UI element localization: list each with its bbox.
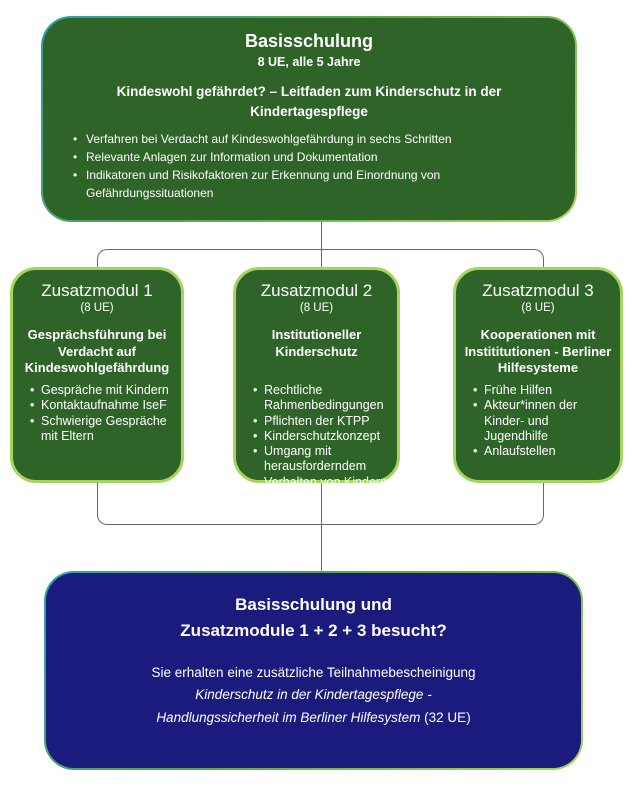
zusatzmodul-3-box <box>453 267 623 483</box>
bullet-item: • Pflichten der KTPP <box>253 414 393 429</box>
basisschulung-box <box>41 16 577 222</box>
basisschulung-heading: Kindeswohl gefährdet? – Leitfaden zum Kinderschutz in der Kindertagespflege <box>116 84 502 119</box>
basisschulung-subtitle: 8 UE, alle 5 Jahre <box>257 55 361 69</box>
bullet-item: • Schwierige Gespräche mit Eltern <box>30 414 177 445</box>
certificate-title-line1: Basisschulung und <box>235 595 392 614</box>
certificate-title-line2: Zusatzmodule 1 + 2 + 3 besucht? <box>180 621 447 641</box>
zusatzmodul-2-ue: (8 UE) <box>299 302 334 314</box>
certificate-ue-suffix: (32 UE) <box>420 710 471 726</box>
certificate-box <box>44 571 583 770</box>
zusatzmodul-1-ue: (8 UE) <box>80 302 114 314</box>
bullet-item: • Relevante Anlagen zur Information und Dokumentation <box>73 148 559 166</box>
bullet-item: • Indikatoren und Risikofaktoren zur Erkennung und Einordnung von Gefährdungssituationen <box>73 166 559 202</box>
bullet-item: • Kontaktaufnahme IseF <box>30 398 177 413</box>
certificate-box-inner <box>46 573 581 768</box>
bullet-item: • Gespräche mit Kindern <box>30 383 177 398</box>
zusatzmodul-1-box <box>10 267 184 483</box>
basisschulung-bullet-list <box>43 130 575 202</box>
basisschulung-box-inner <box>43 18 575 220</box>
bullet-item: • Verfahren bei Verdacht auf Kindeswohlgefährdung in sechs Schritten <box>73 130 559 148</box>
zusatzmodul-2-heading: Institutioneller Kinderschutz <box>271 327 362 359</box>
certificate-body <box>46 662 581 730</box>
zusatzmodul-2-title: Zusatzmodul 2 <box>260 281 373 300</box>
bullet-item: • Umgang mit herausforderndem Verhalten von Kindern <box>253 444 393 490</box>
zusatzmodul-3-heading: Kooperationen mit Instititutionen - Berliner Hilfesysteme <box>464 327 612 375</box>
bullet-item: • Rechtliche Rahmenbedingungen <box>253 383 393 414</box>
bullet-item: • Kinderschutzkonzept <box>253 429 393 444</box>
zusatzmodul-3-ue: (8 UE) <box>521 302 555 314</box>
zusatzmodul-1-title: Zusatzmodul 1 <box>41 281 153 300</box>
certificate-title <box>46 573 581 645</box>
basisschulung-title: Basisschulung <box>244 31 374 51</box>
zusatzmodul-1-bullet-list <box>13 383 181 444</box>
zusatzmodul-2-bullet-list <box>236 383 397 490</box>
certificate-name-line2: Handlungssicherheit im Berliner Hilfesystem <box>156 710 421 726</box>
certificate-name-line1: Kinderschutz in der Kindertagespflege - <box>195 687 432 703</box>
zusatzmodul-1-heading: Gesprächsführung bei Verdacht auf Kindeswohlgefährdung <box>24 327 170 375</box>
bullet-item: • Akteur*innen der Kinder- und Jugendhilfe <box>473 398 616 444</box>
bullet-item: • Anlaufstellen <box>473 444 616 459</box>
certificate-intro: Sie erhalten eine zusätzliche Teilnahmebescheinigung <box>151 664 476 680</box>
zusatzmodul-3-bullet-list <box>456 383 620 459</box>
connector-top-bracket <box>97 249 544 269</box>
bullet-item: • Frühe Hilfen <box>473 383 616 398</box>
certificate-name-line2-wrap <box>46 707 581 730</box>
zusatzmodul-3-title: Zusatzmodul 3 <box>482 281 594 300</box>
zusatzmodul-2-box <box>233 267 400 489</box>
